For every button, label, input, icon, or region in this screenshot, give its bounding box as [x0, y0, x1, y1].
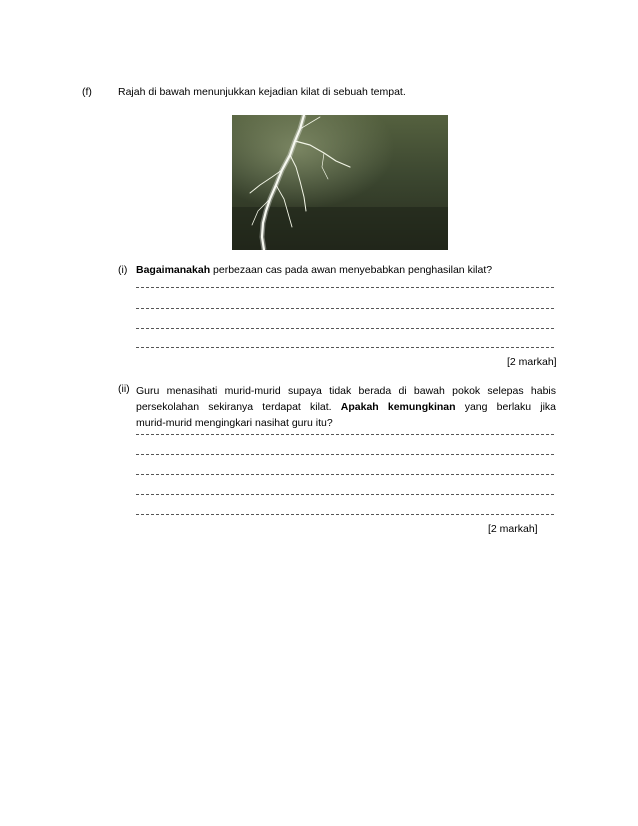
part-i-marks: [2 markah] — [507, 356, 557, 368]
answer-line[interactable] — [136, 514, 554, 515]
part-i-question — [136, 264, 492, 276]
answer-line[interactable] — [136, 434, 554, 435]
part-ii-label: (ii) — [118, 383, 130, 395]
answer-line[interactable] — [136, 347, 554, 348]
part-ii-line-2-text: persekolahan sekiranya terdapat kilat. — [136, 401, 341, 413]
part-ii-line-3: murid-murid mengingkari nasihat guru itu? — [136, 417, 333, 429]
answer-line[interactable] — [136, 494, 554, 495]
part-ii-question — [136, 383, 556, 431]
answer-line[interactable] — [136, 287, 554, 288]
part-ii-line-2 — [136, 399, 556, 415]
question-label: (f) — [82, 86, 92, 98]
answer-line[interactable] — [136, 474, 554, 475]
part-i-question-text: perbezaan cas pada awan menyebabkan penghasilan kilat? — [210, 264, 493, 276]
answer-line[interactable] — [136, 454, 554, 455]
part-ii-line-1: Guru menasihati murid-murid supaya tidak berada di bawah pokok selepas habis — [136, 385, 556, 397]
part-ii-keyword: Apakah kemungkinan — [340, 401, 456, 413]
part-i-label: (i) — [118, 264, 128, 276]
answer-line[interactable] — [136, 308, 554, 309]
part-ii-marks: [2 markah] — [488, 523, 538, 535]
question-stem: Rajah di bawah menunjukkan kejadian kilat di sebuah tempat. — [118, 86, 406, 98]
lightning-icon — [232, 115, 448, 250]
lightning-photo — [232, 115, 448, 250]
answer-line[interactable] — [136, 328, 554, 329]
part-i-keyword: Bagaimanakah — [136, 264, 211, 276]
part-ii-line-2-rest: yang berlaku jika — [455, 401, 556, 413]
